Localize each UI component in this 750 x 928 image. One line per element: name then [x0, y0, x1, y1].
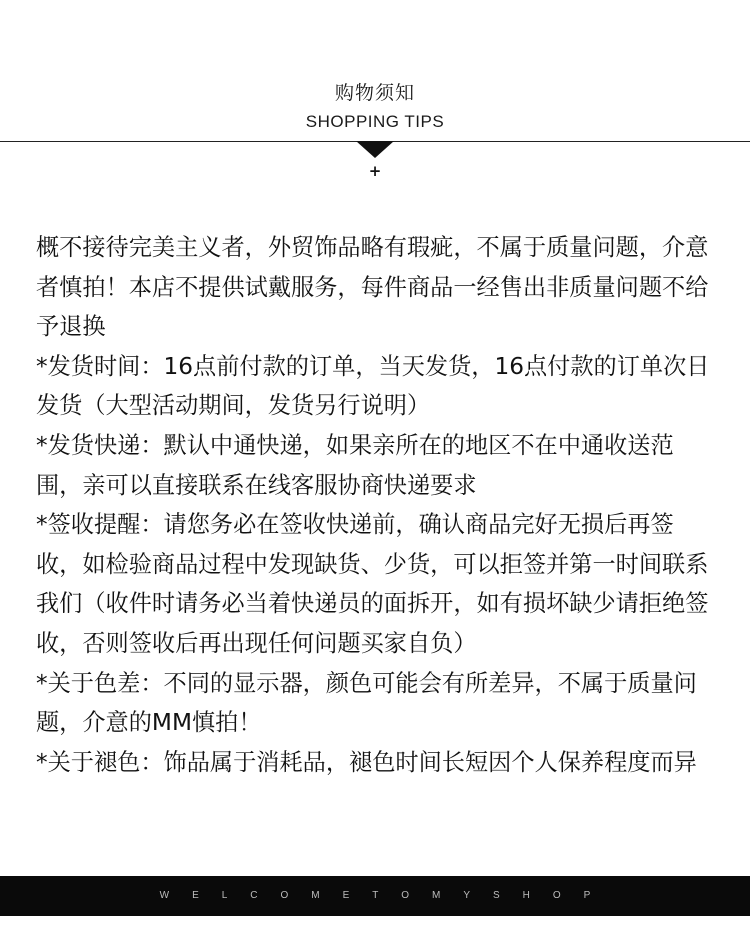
triangle-down-icon: [356, 141, 394, 158]
tip-disclaimer: 概不接待完美主义者，外贸饰品略有瑕疵，不属于质量问题，介意者慎拍！本店不提供试戴服务，每件商品一经售出非质量问题不给予退换: [36, 234, 709, 341]
plus-icon: +: [368, 162, 382, 180]
tip-courier: *发货快递：默认中通快递，如果亲所在的地区不在中通收送范围，亲可以直接联系在线客服协商快递要求: [36, 431, 674, 499]
footer-banner: [0, 876, 750, 916]
tip-fading: *关于褪色：饰品属于消耗品，褪色时间长短因个人保养程度而异: [36, 748, 697, 776]
tip-color-difference: *关于色差：不同的显示器，颜色可能会有所差异，不属于质量问题，介意的MM慎拍！: [36, 669, 697, 737]
tip-signing-reminder: *签收提醒：请您务必在签收快递前，确认商品完好无损后再签收，如检验商品过程中发现缺货、少货，可以拒签并第一时间联系我们（收件时请务必当着快递员的面拆开，如有损坏缺少请拒绝签收，否则签收后再出现任何问题买家自负）: [36, 511, 709, 657]
footer-welcome-text: WELCOMETOMYSHOP: [159, 890, 614, 901]
page-subtitle: SHOPPING TIPS: [305, 112, 445, 131]
page-title: 购物须知: [334, 82, 415, 104]
tip-shipping-time: *发货时间：16点前付款的订单，当天发货，16点付款的订单次日发货（大型活动期间，发货另行说明）: [36, 352, 710, 420]
tips-list: [36, 228, 716, 782]
